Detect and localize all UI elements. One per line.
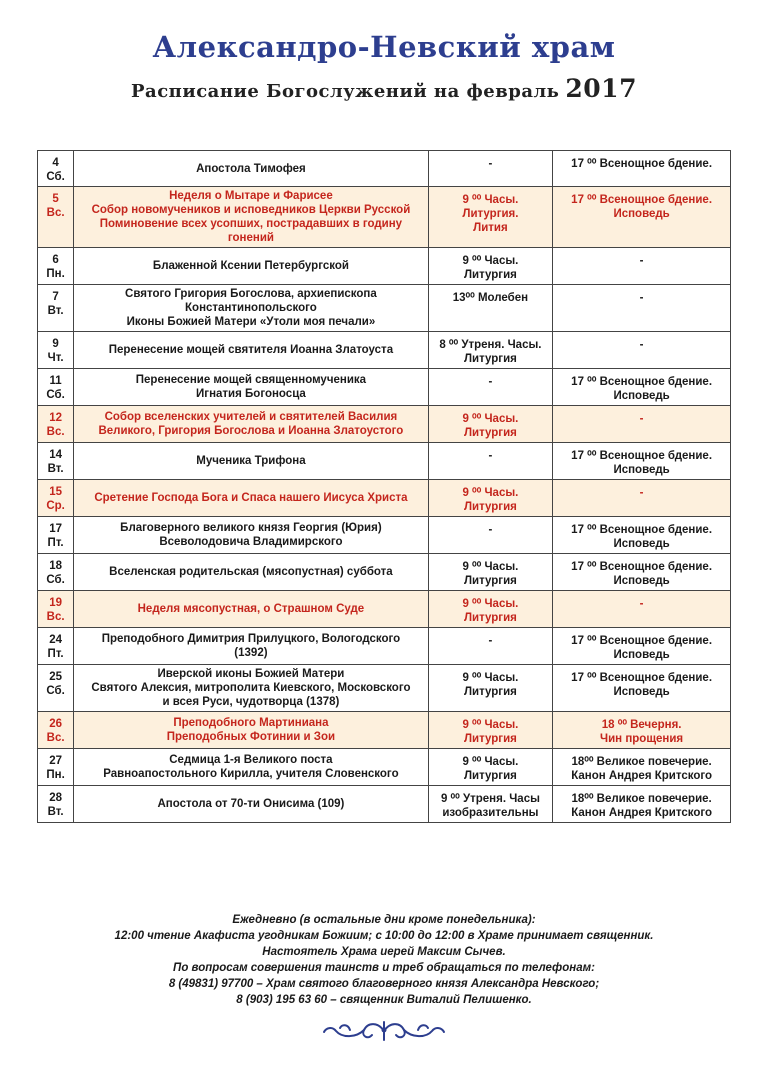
footer-line: 8 (903) 195 63 60 – священник Виталий Пелишенко. (236, 994, 532, 1006)
footer-line: По вопросам совершения таинств и треб обращаться по телефонам: (173, 962, 595, 974)
decorative-scroll-icon (322, 1018, 446, 1044)
saint-cell: Перенесение мощей священномученика Игнатия Богоносца (74, 369, 428, 406)
evening-service-cell: 18⁰⁰ Великое повечерие. Канон Андрея Критского (553, 749, 731, 786)
date-cell: 17 Пт. (38, 517, 74, 554)
date-cell: 15 Ср. (38, 480, 74, 517)
saint-cell: Мученика Трифона (74, 443, 428, 480)
schedule-row (38, 665, 731, 712)
morning-service-cell: - (428, 151, 553, 187)
evening-service-cell: 17 ⁰⁰ Всенощное бдение. Исповедь (553, 517, 731, 554)
schedule-row (38, 187, 731, 248)
date-cell: 7 Вт. (38, 285, 74, 332)
schedule-row (38, 628, 731, 665)
morning-service-cell: 9 ⁰⁰ Часы. Литургия (428, 665, 553, 712)
evening-service-cell: 18⁰⁰ Великое повечерие. Канон Андрея Критского (553, 786, 731, 823)
morning-service-cell: - (428, 443, 553, 480)
morning-service-cell: 9 ⁰⁰ Часы. Литургия (428, 591, 553, 628)
morning-service-cell: 9 ⁰⁰ Часы. Литургия (428, 480, 553, 517)
schedule-row (38, 443, 731, 480)
evening-service-cell: 17 ⁰⁰ Всенощное бдение. Исповедь (553, 554, 731, 591)
date-cell: 28 Вт. (38, 786, 74, 823)
date-cell: 12 Вс. (38, 406, 74, 443)
evening-service-cell: - (553, 248, 731, 285)
saint-cell: Благоверного великого князя Георгия (Юрия) Всеволодовича Владимирского (74, 517, 428, 554)
saint-cell: Седмица 1-я Великого поста Равноапостольного Кирилла, учителя Словенского (74, 749, 428, 786)
saint-cell: Апостола от 70-ти Онисима (109) (74, 786, 428, 823)
schedule-row (38, 332, 731, 369)
evening-service-cell: 17 ⁰⁰ Всенощное бдение. Исповедь (553, 665, 731, 712)
evening-service-cell: 17 ⁰⁰ Всенощное бдение. Исповедь (553, 187, 731, 248)
saint-cell: Апостола Тимофея (74, 151, 428, 187)
morning-service-cell: 9 ⁰⁰ Часы. Литургия (428, 248, 553, 285)
saint-cell: Сретение Господа Бога и Спаса нашего Иисуса Христа (74, 480, 428, 517)
date-cell: 19 Вс. (38, 591, 74, 628)
saint-cell: Вселенская родительская (мясопустная) суббота (74, 554, 428, 591)
schedule-row (38, 151, 731, 187)
saint-cell: Неделя о Мытаре и Фарисее Собор новомучеников и исповедников Церкви Русской Поминовение всех усопших, пострадавших в годину гонений (74, 187, 428, 248)
date-cell: 24 Пт. (38, 628, 74, 665)
saint-cell: Преподобного Мартиниана Преподобных Фотинии и Зои (74, 712, 428, 749)
morning-service-cell: 8 ⁰⁰ Утреня. Часы. Литургия (428, 332, 553, 369)
page-title: Александро-Невский храм (152, 30, 616, 64)
schedule-row (38, 480, 731, 517)
subtitle-year: 2017 (565, 74, 637, 103)
evening-service-cell: 17 ⁰⁰ Всенощное бдение. Исповедь (553, 628, 731, 665)
schedule-row (38, 786, 731, 823)
morning-service-cell: - (428, 517, 553, 554)
schedule-row (38, 517, 731, 554)
schedule-row (38, 285, 731, 332)
evening-service-cell: 17 ⁰⁰ Всенощное бдение. (553, 151, 731, 187)
evening-service-cell: 17 ⁰⁰ Всенощное бдение. Исповедь (553, 369, 731, 406)
saint-cell: Собор вселенских учителей и святителей Василия Великого, Григория Богослова и Иоанна Златоустого (74, 406, 428, 443)
saint-cell: Неделя мясопустная, о Страшном Суде (74, 591, 428, 628)
date-cell: 9 Чт. (38, 332, 74, 369)
morning-service-cell: 9 ⁰⁰ Часы. Литургия (428, 554, 553, 591)
date-cell: 14 Вт. (38, 443, 74, 480)
morning-service-cell: 9 ⁰⁰ Часы. Литургия. Лития (428, 187, 553, 248)
saint-cell: Перенесение мощей святителя Иоанна Златоуста (74, 332, 428, 369)
morning-service-cell: 13⁰⁰ Молебен (428, 285, 553, 332)
footer-line: 12:00 чтение Акафиста угодникам Божиим; с 10:00 до 12:00 в Храме принимает священник. (114, 930, 654, 942)
morning-service-cell: 9 ⁰⁰ Утреня. Часы изобразительны (428, 786, 553, 823)
date-cell: 5 Вс. (38, 187, 74, 248)
date-cell: 25 Сб. (38, 665, 74, 712)
evening-service-cell: 18 ⁰⁰ Вечерня. Чин прощения (553, 712, 731, 749)
schedule-table (37, 150, 731, 823)
date-cell: 6 Пн. (38, 248, 74, 285)
footer-line: 8 (49831) 97700 – Храм святого благоверного князя Александра Невского; (168, 978, 600, 990)
date-cell: 27 Пн. (38, 749, 74, 786)
schedule-row (38, 591, 731, 628)
schedule-row (38, 554, 731, 591)
evening-service-cell: - (553, 591, 731, 628)
evening-service-cell: - (553, 285, 731, 332)
morning-service-cell: 9 ⁰⁰ Часы. Литургия (428, 406, 553, 443)
evening-service-cell: 17 ⁰⁰ Всенощное бдение. Исповедь (553, 443, 731, 480)
saint-cell: Блаженной Ксении Петербургской (74, 248, 428, 285)
footer-notes (0, 912, 768, 1008)
saint-cell: Святого Григория Богослова, архиепископа Константинопольского Иконы Божией Матери «Утоли моя печали» (74, 285, 428, 332)
page-subtitle (0, 74, 768, 103)
saint-cell: Преподобного Димитрия Прилуцкого, Вологодского (1392) (74, 628, 428, 665)
schedule-row (38, 248, 731, 285)
schedule-row (38, 369, 731, 406)
footer-line: Настоятель Храма иерей Максим Сычев. (262, 946, 506, 958)
morning-service-cell: 9 ⁰⁰ Часы. Литургия (428, 749, 553, 786)
schedule-row (38, 712, 731, 749)
date-cell: 18 Сб. (38, 554, 74, 591)
evening-service-cell: - (553, 332, 731, 369)
evening-service-cell: - (553, 480, 731, 517)
schedule-row (38, 406, 731, 443)
subtitle-text: Расписание Богослужений на февраль (131, 81, 560, 102)
morning-service-cell: - (428, 628, 553, 665)
date-cell: 26 Вс. (38, 712, 74, 749)
morning-service-cell: 9 ⁰⁰ Часы. Литургия (428, 712, 553, 749)
footer-line: Ежедневно (в остальные дни кроме понедельника): (232, 914, 536, 926)
date-cell: 11 Сб. (38, 369, 74, 406)
date-cell: 4 Сб. (38, 151, 74, 187)
schedule-row (38, 749, 731, 786)
evening-service-cell: - (553, 406, 731, 443)
morning-service-cell: - (428, 369, 553, 406)
saint-cell: Иверской иконы Божией Матери Святого Алексия, митрополита Киевского, Московского и всея Руси, чудотворца (1378) (74, 665, 428, 712)
